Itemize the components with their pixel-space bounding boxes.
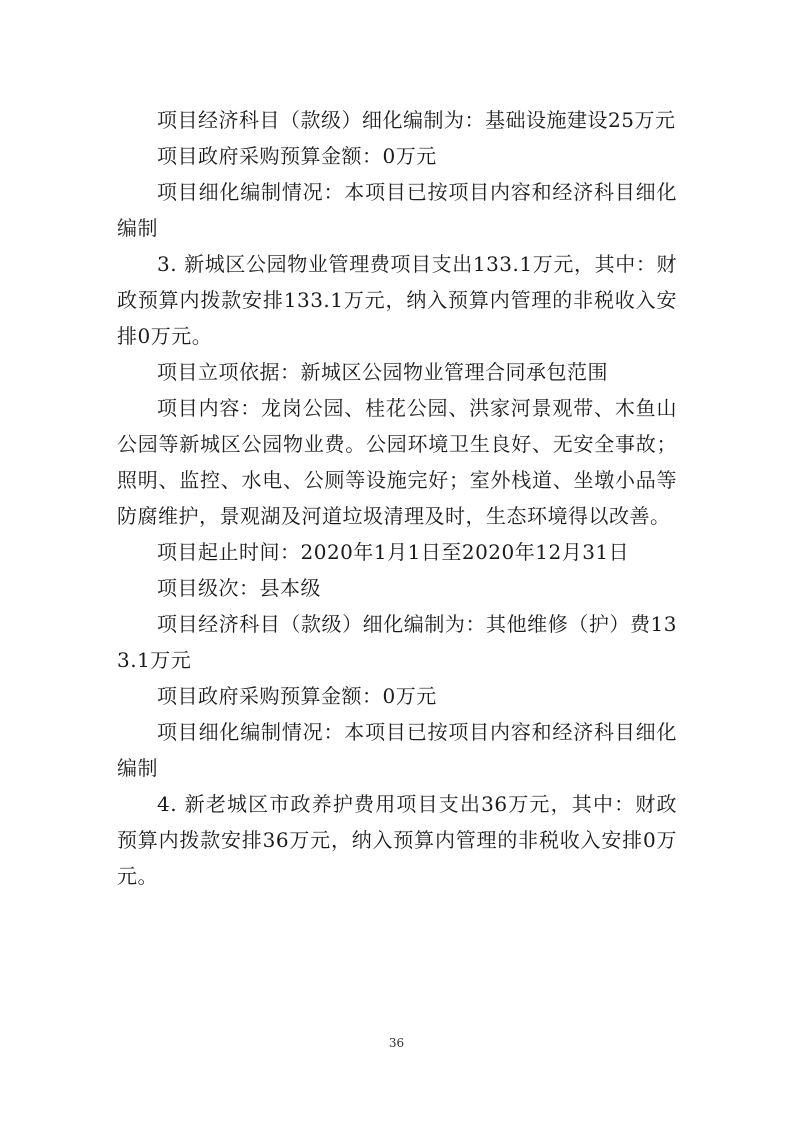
page-number: 36	[388, 1036, 405, 1050]
paragraph-economic-subject-1: 项目经济科目（款级）细化编制为：基础设施建设25万元	[157, 108, 676, 132]
paragraph-procurement-budget-1: 项目政府采购预算金额：0万元	[157, 144, 437, 168]
paragraph-project-content: 项目内容：龙岗公园、桂花公园、洪家河景观带、木鱼山公园等新城区公园物业费。公园环境卫生良好、无安全事故；照明、监控、水电、公厕等设施完好；室外栈道、坐墩小品等防腐维护，景观湖及河道垃圾清理及时，生态环境得以改善。	[117, 396, 677, 528]
paragraph-procurement-budget-2: 项目政府采购预算金额：0万元	[157, 684, 437, 708]
paragraph-refinement-status-1: 项目细化编制情况：本项目已按项目内容和经济科目细化编制	[117, 180, 677, 240]
document-body	[117, 102, 677, 894]
paragraph-project-basis: 项目立项依据：新城区公园物业管理合同承包范围	[157, 360, 608, 384]
paragraph-refinement-status-2: 项目细化编制情况：本项目已按项目内容和经济科目细化编制	[117, 720, 677, 780]
paragraph-economic-subject-2: 项目经济科目（款级）细化编制为：其他维修（护）费133.1万元	[117, 612, 677, 672]
paragraph-project-level: 项目级次：县本级	[157, 576, 321, 600]
paragraph-item-4-heading: 4. 新老城区市政养护费用项目支出36万元，其中：财政预算内拨款安排36万元，纳入预算内管理的非税收入安排0万元。	[117, 792, 677, 888]
paragraph-project-period: 项目起止时间：2020年1月1日至2020年12月31日	[157, 540, 630, 564]
paragraph-item-3-heading: 3. 新城区公园物业管理费项目支出133.1万元，其中：财政预算内拨款安排133.1万元，纳入预算内管理的非税收入安排0万元。	[117, 252, 677, 348]
